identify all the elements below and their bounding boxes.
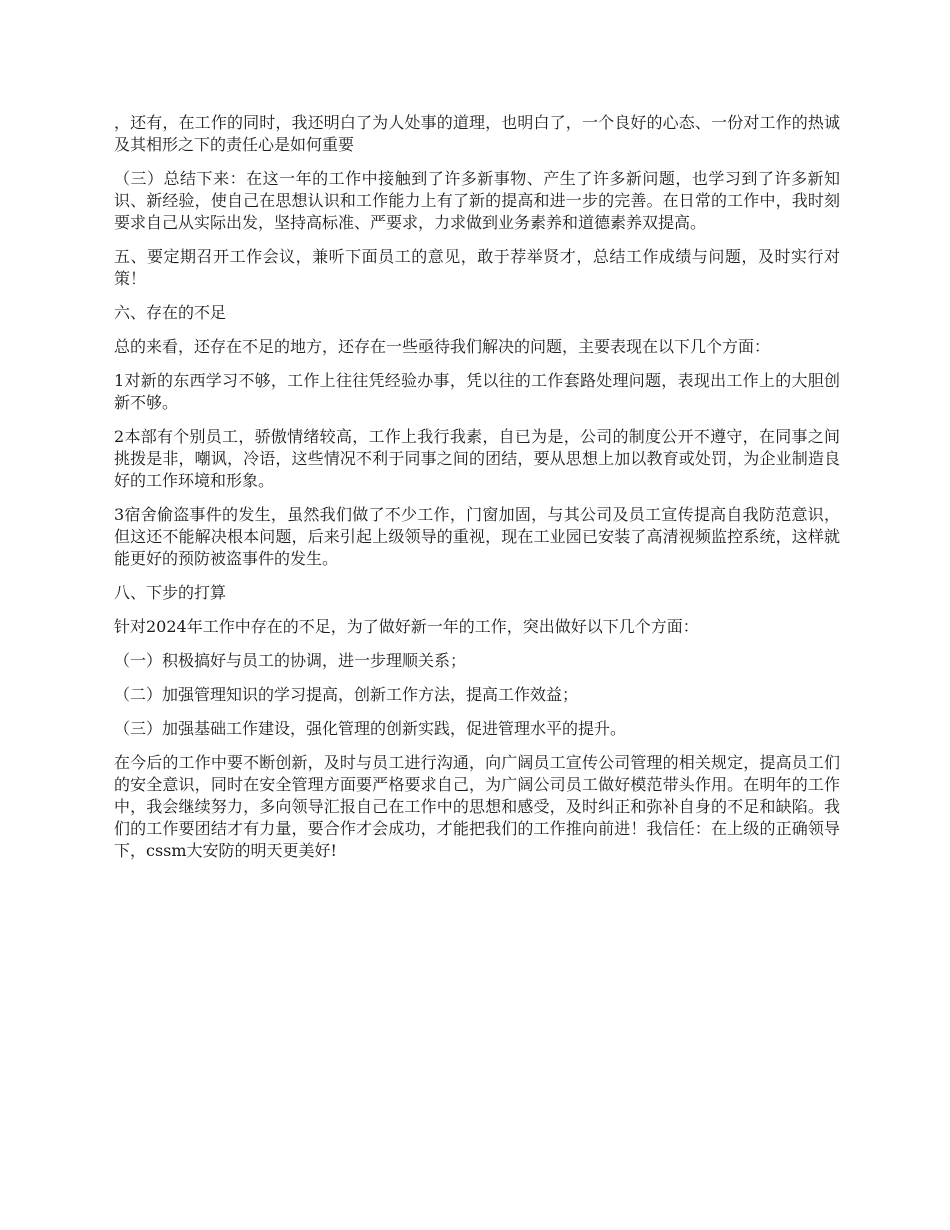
paragraph-3: 五、要定期召开工作会议，兼听下面员工的意见，敢于荐举贤才，总结工作成绩与问题，及时实行对策！: [114, 247, 840, 288]
paragraph-1: ，还有，在工作的同时，我还明白了为人处事的道理，也明白了，一个良好的心态、一份对工作的热诚及其相形之下的责任心是如何重要: [114, 113, 840, 154]
paragraph-5: 总的来看，还存在不足的地方，还存在一些亟待我们解决的问题，主要表现在以下几个方面：: [114, 337, 771, 356]
paragraph-2: （三）总结下来：在这一年的工作中接触到了许多新事物、产生了许多新问题，也学习到了许多新知识、新经验，使自己在思想认识和工作能力上有了新的提高和进一步的完善。在日常的工作中，我时刻要求自己从实际出发，坚持高标准、严要求，力求做到业务素养和道德素养双提高。: [114, 169, 840, 232]
list-item-1: 1对新的东西学习不够，工作上往往凭经验办事，凭以往的工作套路处理问题，表现出工作上的大胆创新不够。: [114, 371, 840, 412]
section-heading-shortcomings: 六、存在的不足: [114, 303, 227, 322]
plan-item-1: （一）积极搞好与员工的协调，进一步理顺关系；: [114, 651, 467, 670]
paragraph-10: 针对2024年工作中存在的不足，为了做好新一年的工作，突出做好以下几个方面：: [114, 617, 699, 636]
plan-item-2: （二）加强管理知识的学习提高，创新工作方法，提高工作效益；: [114, 685, 579, 704]
closing-paragraph: 在今后的工作中要不断创新，及时与员工进行沟通，向广阔员工宣传公司管理的相关规定，提高员工们的安全意识，同时在安全管理方面要严格要求自己，为广阔公司员工做好模范带头作用。在明年的工作中，我会继续努力，多向领导汇报自己在工作中的思想和感受，及时纠正和弥补自身的不足和缺陷。我们的工作要团结才有力量，要合作才会成功，才能把我们的工作推向前进！我信任：在上级的正确领导下，cssm大安防的明天更美好!: [114, 753, 840, 860]
list-item-2: 2本部有个别员工，骄傲情绪较高，工作上我行我素，自已为是，公司的制度公开不遵守，在同事之间挑拨是非，嘲讽，冷语，这些情况不利于同事之间的团结，要从思想上加以教育或处罚，为企业制造良好的工作环境和形象。: [114, 427, 840, 490]
plan-item-3: （三）加强基础工作建设，强化管理的创新实践，促进管理水平的提升。: [114, 719, 627, 738]
list-item-3: 3宿舍偷盗事件的发生，虽然我们做了不少工作，门窗加固，与其公司及员工宣传提高自我防范意识，但这还不能解决根本问题，后来引起上级领导的重视，现在工业园已安装了高清视频监控系统，这样就能更好的预防被盗事件的发生。: [114, 505, 840, 568]
section-heading-next-plan: 八、下步的打算: [114, 583, 227, 602]
